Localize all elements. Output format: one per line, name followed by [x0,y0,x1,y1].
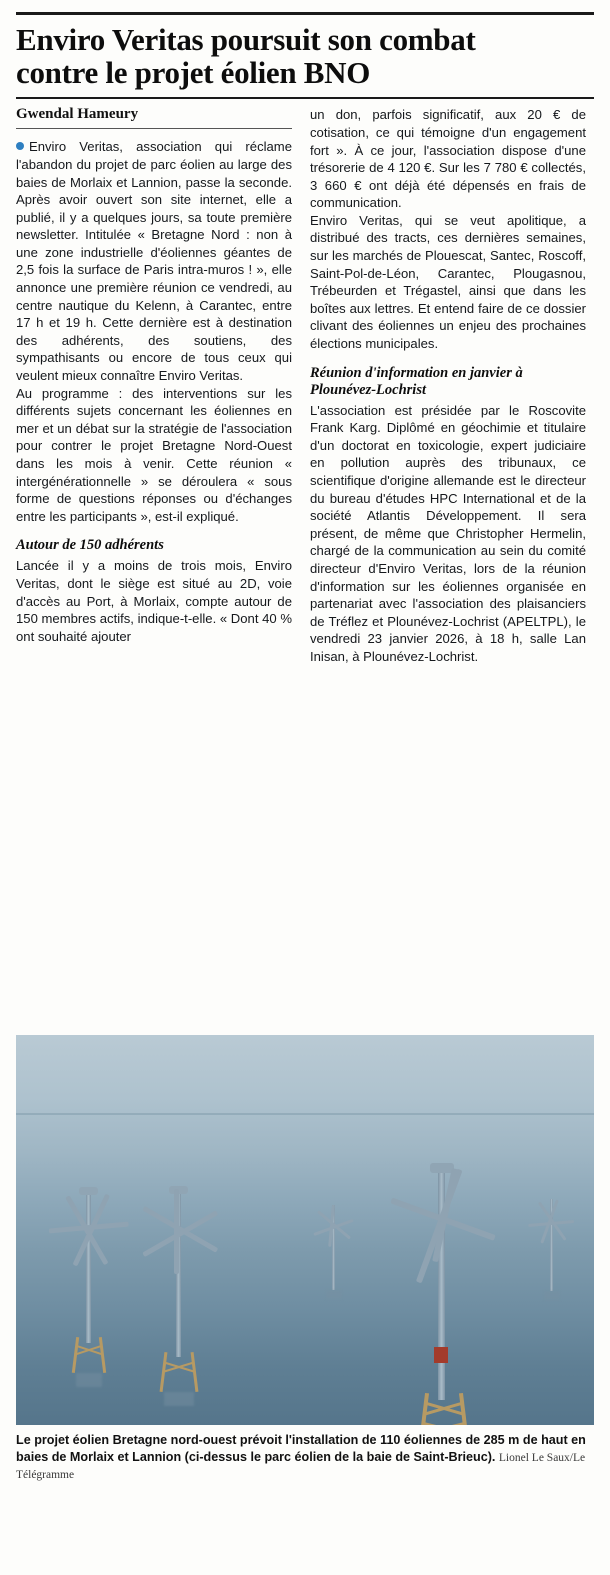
article-photo [16,1035,594,1425]
right-paragraph-1: un don, parfois significatif, aux 20 € de cotisation, ce qui témoigne d'un engagement fort ». À ce jour, l'association dispose d'une trésorerie de 4 120 €. Sur les 7 780 € collectés, 3 660 € ont déjà été dépensés en frais de communication. [310,107,586,211]
turbine-blade [174,1189,179,1274]
turbine-jacket-foundation [422,1393,466,1425]
water-reflection [164,1392,194,1406]
left-paragraph-2: Au programme : des interventions sur les différents sujets concernant les éoliennes en mer et un débat sur la stratégie de l'association pour contrer le projet Bretagne Nord-Ouest dans les mois à venir. Cette réunion « intergénérationnelle » se déroulera « sous forme de questions réponses ou d'échanges entre les participants », est-il expliqué. [16,385,292,524]
lead-paragraph [16,138,292,384]
water-reflection [76,1373,102,1387]
headline-line-1: Enviro Veritas poursuit son combat [16,22,476,57]
left-paragraph-3: Lancée il y a moins de trois mois, Enviro Veritas, dont le siège est situé au 2D, voie d'accès au Port, à Morlaix, compte autour de 150 membres actifs, indique-t-elle. « Dont 40 % ont souhaité ajouter [16,558,292,644]
photo-caption-text: Le projet éolien Bretagne nord-ouest prévoit l'installation de 110 éoliennes de 285 m de haut en baies de Morlaix et Lannion (ci-dessus le parc éolien de la baie de Saint-Brieuc). [16,1433,586,1464]
left-subhead: Autour de 150 adhérents [16,537,164,554]
page-title [16,23,594,89]
right-paragraph-2: Enviro Veritas, qui se veut apolitique, a distribué des tracts, ces dernières semaines, sur les marchés de Plouescat, Santec, Roscoff, Saint-Pol-de-Léon, Carantec, Plougasnou, Trébeurden et Trégastel, ainsi que dans les boîtes aux lettres. Et entend faire de ce dossier clivant des éoliennes un enjeu des prochaines élections municipales. [310,212,586,352]
turbine-jacket-foundation [74,1337,104,1373]
headline-line-2: contre le projet éolien BNO [16,55,371,91]
turbine-nacelle [79,1187,98,1195]
bullet-icon [16,142,24,150]
turbine-center [126,1130,286,1360]
photo-credit: Lionel Le Saux/Le Télégramme [16,1451,586,1481]
photo-caption [16,1432,596,1484]
water-reflection [544,1291,560,1300]
article-columns [16,106,594,665]
byline: Gwendal Hameury [16,106,139,123]
right-paragraph-3: L'association est présidée par le Roscovite Frank Karg. Diplômé en géochimie et titulaire d'un doctorat en toxicologie, expert judiciaire en pollution auprès des tribunaux, ce scientifique d'origine allemande est le directeur du bureau d'études HPC International et de la société Atlantis Développement. Il sera présent, de même que Christopher Hermelin, chargé de la communication au sein du comité directeur d'Enviro Veritas, lors de la réunion d'information sur les éoliennes organisée en partenariat avec l'association des plaisanciers de Tréflez et Plounévez-Lochrist (APELTPL), le vendredi 23 janvier 2026, à 18 h, salle Lan Inisan, à Plounévez-Lochrist. [310,402,586,664]
turbine-mast [86,1193,91,1343]
right-subhead: Réunion d'information en janvier à Plounévez-Lochrist [310,364,523,398]
turbine-jacket-foundation [162,1352,196,1392]
turbine-distant-1 [306,1175,386,1295]
water-reflection [326,1290,342,1299]
right-column [310,106,586,665]
lead-paragraph-text: Enviro Veritas, association qui réclame l'abandon du projet de parc éolien au large des baies de Morlaix et Lannion, passe la seconde. Après avoir ouvert son site internet, elle a publié, il y a quelques jours, sa toute première newsletter. Intitulée « Bretagne Nord : non à une zone industrielle d'éoliennes géantes de 2,5 fois la surface de Paris intra-muros ! », elle annonce une première réunion ce vendredi, au centre nautique du Kelenn, à Carantec, entre 17 h et 19 h. Cette dernière est à destination des adhérents, des soutiens, des sympathisants ou encore de tous ceux qui veulent mieux connaître Enviro Veritas. [16,139,292,384]
top-rule [16,12,594,15]
mast-marking [434,1347,448,1363]
headline-rule [16,97,594,99]
offshore-wind-farm-photo [16,1035,594,1425]
turbine-distant-2 [516,1165,594,1295]
left-column [16,106,292,645]
byline-rule [16,128,292,129]
